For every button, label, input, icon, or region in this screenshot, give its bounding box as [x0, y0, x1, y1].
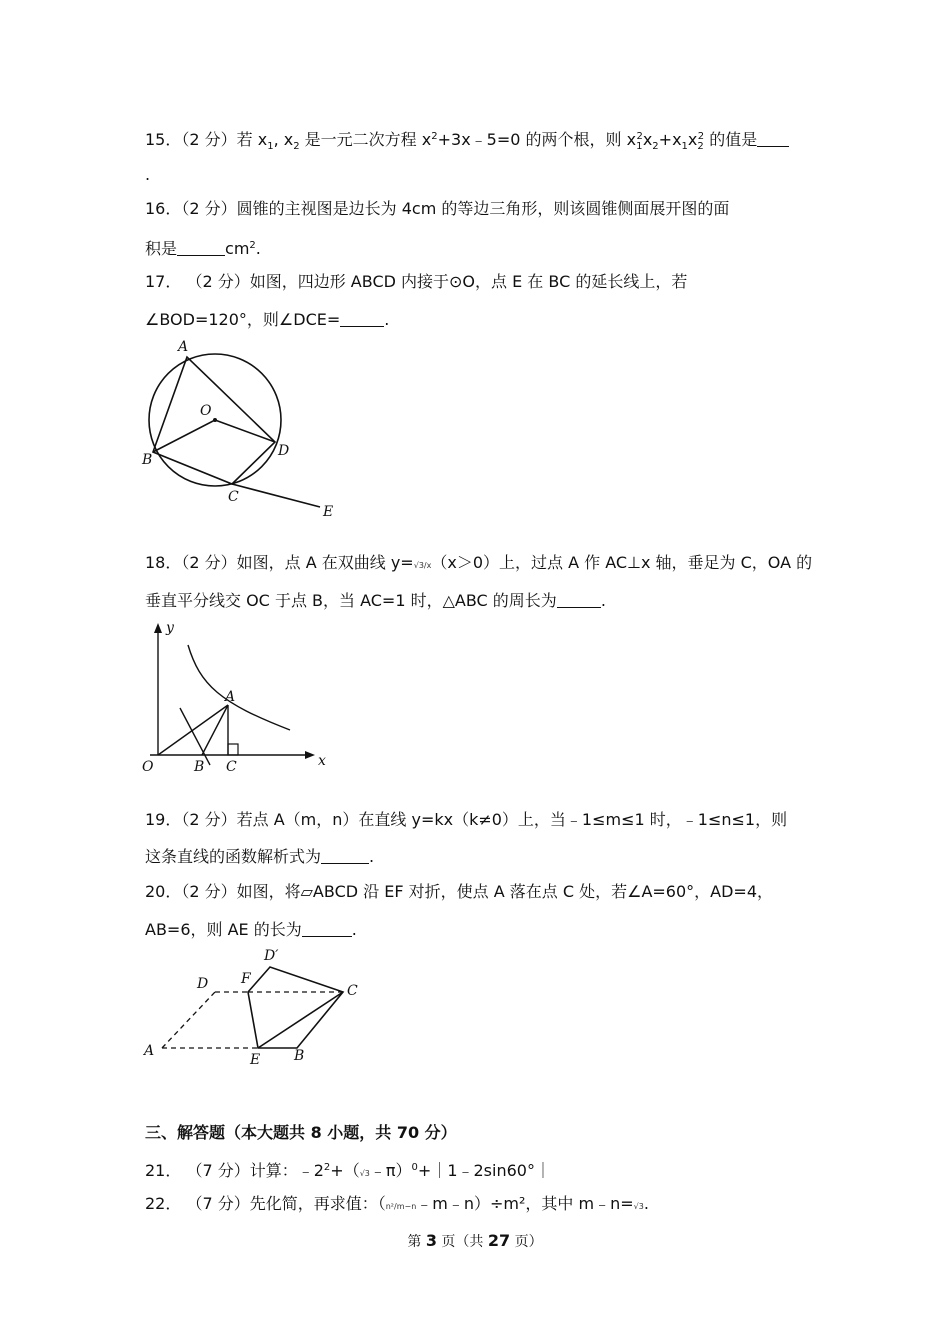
q17-line1: 17． （2 分）如图，四边形 ABCD 内接于⊙O，点 E 在 BC 的延长线上，若: [145, 272, 688, 291]
q17-line2: [145, 310, 389, 330]
sub: 1: [267, 141, 274, 152]
question-15: [145, 127, 789, 157]
q15-end: .: [145, 165, 151, 184]
text: 积是: [145, 239, 178, 258]
var-x1: x: [257, 130, 268, 149]
label-b: B: [142, 452, 153, 468]
text: ∠BOD=120°，则∠DCE=: [145, 310, 341, 329]
segment-ab: [202, 705, 228, 755]
line-ce: [232, 484, 320, 507]
sub: 2: [652, 141, 659, 152]
sup: 2: [431, 131, 438, 142]
y-arrow: [154, 623, 162, 633]
figure-18-hyperbola: [140, 615, 340, 775]
term: x: [642, 130, 653, 149]
sup: 2: [697, 131, 705, 142]
term: x: [672, 130, 682, 149]
answer-blank: [340, 312, 384, 327]
section-3-heading: 三、解答题（本大题共 8 小题，共 70 分）: [145, 1123, 457, 1142]
label-x: x: [318, 753, 326, 769]
label-c: C: [226, 759, 237, 775]
term: x: [626, 130, 637, 149]
eq: +3x﹣5=0 的两个根，则: [437, 130, 627, 149]
segment-ec: [258, 992, 343, 1048]
label-d: D: [197, 976, 209, 992]
plus: +: [658, 130, 673, 149]
right-angle-mark: [228, 744, 238, 755]
sup: 0: [411, 1162, 418, 1173]
q15-tail: 的值是: [704, 130, 758, 149]
comma: ,: [273, 130, 284, 149]
q19-line2: [145, 847, 374, 867]
label-b: B: [194, 759, 205, 775]
sub: 1: [636, 141, 643, 152]
text: ﹣m﹣n）÷m²，其中 m﹣n=: [416, 1194, 634, 1213]
text: ﹣π）: [369, 1161, 412, 1180]
text: 垂直平分线交 OC 于点 B，当 AC=1 时，△ABC 的周长为: [145, 591, 557, 610]
text: 页）: [510, 1234, 543, 1250]
q15-head: 15．（2 分）若: [145, 130, 258, 149]
unit: cm: [225, 239, 250, 258]
text: 页（共: [436, 1234, 488, 1250]
label-f: F: [241, 971, 251, 987]
label-d: D: [278, 443, 290, 459]
label-b: B: [294, 1048, 305, 1064]
sup: 2: [249, 240, 256, 251]
text: 第: [407, 1234, 426, 1250]
answer-blank: [557, 593, 601, 608]
sqrt-3: √3: [633, 1202, 644, 1211]
q18-line1: [145, 553, 812, 576]
period: .: [384, 310, 390, 329]
q19-line1: 19．（2 分）若点 A（m，n）在直线 y=kx（k≠0）上，当﹣1≤m≤1 时，﹣1≤n≤1，则: [145, 810, 788, 829]
sub: 2: [697, 141, 704, 152]
label-c: C: [347, 983, 358, 999]
text: +｜1﹣2sin60°｜: [417, 1161, 551, 1180]
label-a: A: [144, 1043, 155, 1059]
page-number: 3: [425, 1231, 437, 1250]
text: AB=6，则 AE 的长为: [145, 920, 302, 939]
text: 21． （7 分）计算：﹣2: [145, 1161, 324, 1180]
question-21: [145, 1158, 551, 1184]
figure-17-circle: [140, 335, 350, 525]
x-arrow: [305, 751, 315, 759]
hyperbola-curve: [188, 645, 290, 730]
q16-line1: 16．（2 分）圆锥的主视图是边长为 4cm 的等边三角形，则该圆锥侧面展开图的面: [145, 199, 730, 218]
text: 22． （7 分）先化简，再求值：（: [145, 1194, 386, 1213]
text: 18．（2 分）如图，点 A 在双曲线 y=: [145, 553, 414, 572]
sub: 1: [681, 141, 688, 152]
sqrt-3: √3: [359, 1169, 370, 1178]
period: .: [351, 920, 357, 939]
label-y: y: [166, 620, 174, 636]
term: x: [687, 130, 698, 149]
var-x2: x: [283, 130, 294, 149]
q15-mid: 是一元二次方程: [299, 130, 422, 149]
text: +（: [330, 1161, 360, 1180]
q16-line2: [145, 236, 261, 259]
answer-blank: [321, 849, 369, 864]
label-dp: D′: [264, 948, 279, 964]
text: 这条直线的函数解析式为: [145, 847, 322, 866]
label-a: A: [225, 689, 236, 705]
q20-line1: 20．（2 分）如图，将▱ABCD 沿 EF 对折，使点 A 落在点 C 处，若∠A=60°，AD=4，: [145, 882, 774, 901]
folded-shape: [248, 967, 343, 1048]
label-o: O: [142, 759, 154, 775]
sub: 2: [293, 141, 300, 152]
dashed-ad: [162, 992, 215, 1048]
label-c: C: [228, 489, 239, 505]
sup: 2: [323, 1162, 331, 1173]
q18-line2: [145, 591, 606, 611]
segment-oa: [158, 705, 228, 755]
sup: 2: [636, 131, 643, 142]
period: .: [600, 591, 606, 610]
answer-blank: [177, 241, 225, 256]
eq: x: [421, 130, 432, 149]
total-pages: 27: [487, 1231, 511, 1250]
period: .: [369, 847, 375, 866]
fraction: n²/m−n: [385, 1202, 417, 1211]
question-22: [145, 1194, 649, 1217]
center-dot: [213, 418, 217, 422]
q20-line2: [145, 920, 357, 940]
label-a: A: [178, 339, 189, 355]
period: .: [643, 1194, 649, 1213]
figure-20-folded-parallelogram: [140, 945, 380, 1075]
label-o: O: [200, 403, 212, 419]
page-footer: [0, 1231, 950, 1251]
label-e: E: [250, 1052, 261, 1068]
answer-blank: [757, 132, 789, 147]
label-e: E: [323, 504, 334, 520]
answer-blank: [302, 922, 352, 937]
fraction-sqrt3-over-x: √3/x: [413, 561, 432, 570]
period: .: [255, 239, 261, 258]
text: （x＞0）上，过点 A 作 AC⊥x 轴，垂足为 C，OA 的: [431, 553, 813, 572]
